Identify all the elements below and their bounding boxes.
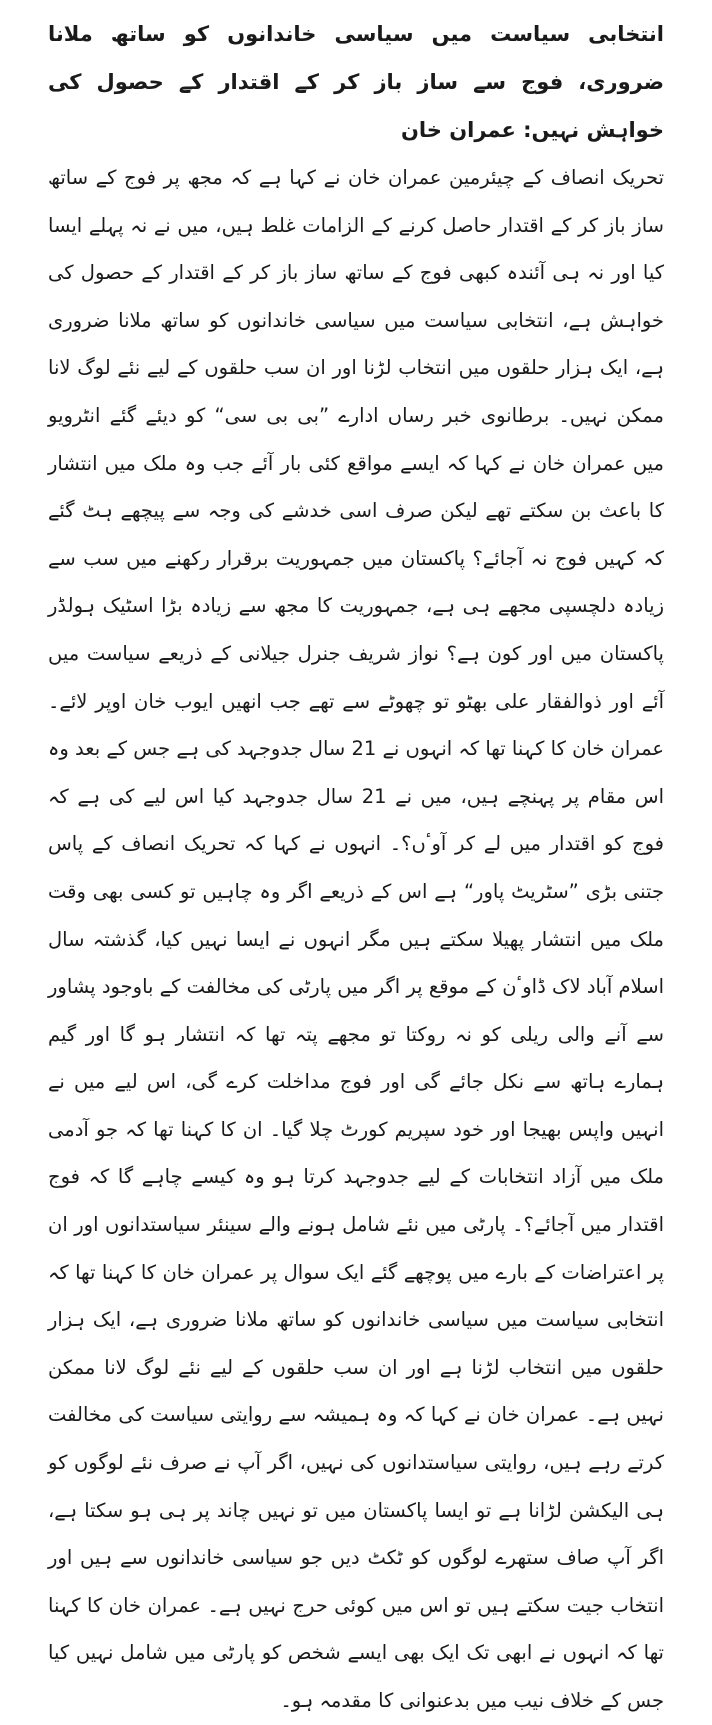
article-body: تحریک انصاف کے چیئرمین عمران خان نے کہا ہے کہ مجھ پر فوج کے ساتھ ساز باز کر کے اقتدار حاصل کرنے کے الزامات غلط ہیں، میں نے نہ پہلے ایسا کیا اور نہ ہی آئندہ کبھی فوج کے ساتھ ساز باز کر کے اقتدار کے حصول کی خواہش ہے، انتخابی سیاست میں سیاسی خاندانوں کو ساتھ ملانا ضروری ہے، ایک ہزار حلقوں میں انتخاب لڑنا اور ان سب حلقوں کے لیے نئے لوگ لانا ممکن نہیں۔ برطانوی خبر رساں ادارے ”بی بی سی“ کو دیئے گئے انٹرویو میں عمران خان نے کہا کہ ایسے مواقع کئی بار آئے جب وہ ملک میں انتشار کا باعث بن سکتے تھے لیکن صرف اسی خدشے کی وجہ سے پیچھے ہٹ گئے کہ کہیں فوج نہ آجائے؟ پاکستان میں جمہوریت برقرار رکھنے میں سب سے زیادہ دلچسپی مجھے ہی ہے، جمہوریت کا مجھ سے زیادہ بڑا اسٹیک ہولڈر پاکستان میں اور کون ہے؟ نواز شریف جنرل جیلانی کے ذریعے سیاست میں آئے اور ذوالفقار علی بھٹو تو چھوٹے سے تھے جب انھیں ایوب خان اوپر لائے۔ عمران خان کا کہنا تھا کہ انہوں نے 21 سال جدوجہد کی ہے جس کے بعد وہ اس مقام پر پہنچے ہیں، میں نے 21 سال جدوجہد کیا اس لیے کی ہے کہ فوج کو اقتدار میں لے کر آوٴں؟۔ انہوں نے کہا کہ تحریک انصاف کے پاس جتنی بڑی ”سٹریٹ پاور“ ہے اس کے ذریعے اگر وہ چاہیں تو کسی بھی وقت ملک میں انتشار پھیلا سکتے ہیں مگر انہوں نے ایسا نہیں کیا، گذشتہ سال اسلام آباد لاک ڈاوٴن کے موقع پر اگر میں پارٹی کی مخالفت کے باوجود پشاور سے آنے والی ریلی کو نہ روکتا تو مجھے پتہ تھا کہ انتشار ہو گا اور گیم ہمارے ہاتھ سے نکل جائے گی اور فوج مداخلت کرے گی، اس لیے میں نے انہیں واپس بھیجا اور خود سپریم کورٹ چلا گیا۔ ان کا کہنا تھا کہ جو آدمی ملک میں آزاد انتخابات کے لیے جدوجہد کرتا ہو وہ کیسے چاہے گا کہ فوج اقتدار میں آجائے؟۔ پارٹی میں نئے شامل ہونے والے سینئر سیاستدانوں اور ان پر اعتراضات کے بارے میں پوچھے گئے ایک سوال پر عمران خان کا کہنا تھا کہ انتخابی سیاست میں سیاسی خاندانوں کو ساتھ ملانا ضروری ہے، ایک ہزار حلقوں میں انتخاب لڑنا ہے اور ان سب حلقوں کے لیے نئے لوگ لانا ممکن نہیں ہے۔ عمران خان نے کہا کہ وہ ہمیشہ سے روایتی سیاست کی مخالفت کرتے رہے ہیں، روایتی سیاستدانوں کی نہیں، اگر آپ نے صرف نئے لوگوں کو ہی الیکشن لڑانا ہے تو ایسا پاکستان میں تو نہیں چاند پر ہی ہو سکتا ہے، اگر آپ صاف ستھرے لوگوں کو ٹکٹ دیں جو سیاسی خاندانوں سے ہیں اور انتخاب جیت سکتے ہیں تو اس میں کوئی حرج نہیں ہے۔ عمران خان کا کہنا تھا کہ انہوں نے ابھی تک ایک بھی ایسے شخص کو پارٹی میں شامل نہیں کیا جس کے خلاف نیب میں بدعنوانی کا مقدمہ ہو۔ <box>48 166 664 1712</box>
article-headline: انتخابی سیاست میں سیاسی خاندانوں کو ساتھ ملانا ضروری، فوج سے ساز باز کر کے اقتدار کے حصول کی خواہش نہیں: عمران خان <box>48 22 664 142</box>
